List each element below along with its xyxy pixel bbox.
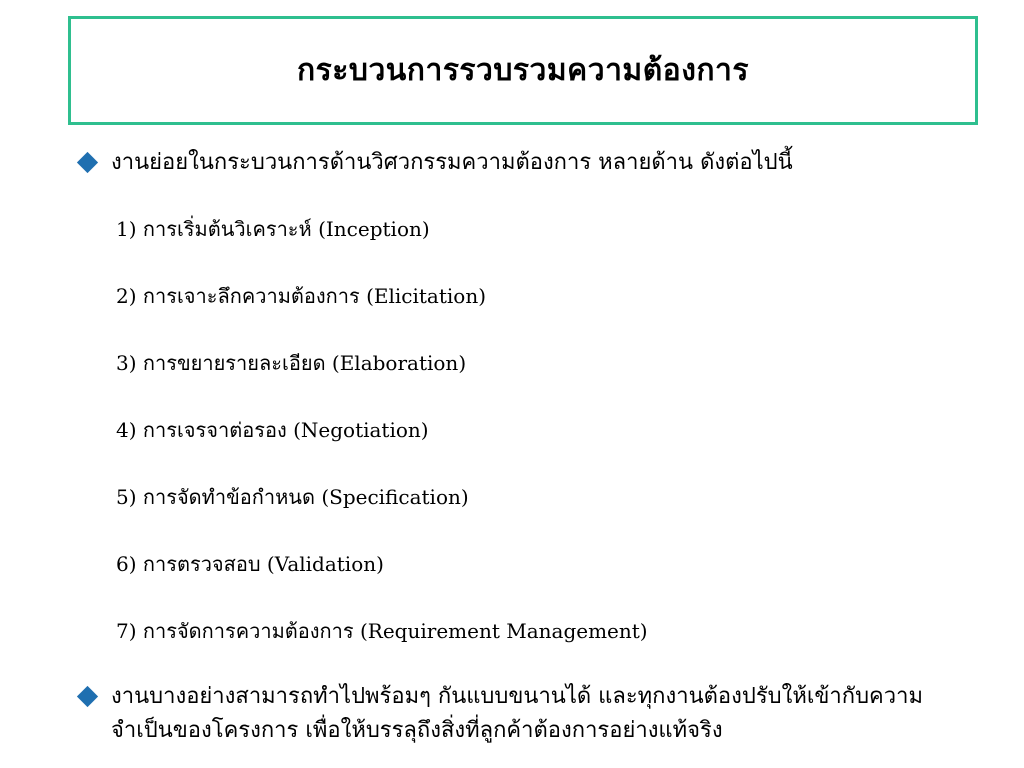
diamond-bullet-icon xyxy=(77,686,98,707)
slide-title: กระบวนการรวบรวมความต้องการ xyxy=(297,53,749,88)
step-item: 6) การตรวจสอบ (Validation) xyxy=(116,552,384,576)
step-item: 2) การเจาะลึกความต้องการ (Elicitation) xyxy=(116,284,486,308)
title-box xyxy=(68,16,978,125)
bullet-item xyxy=(80,680,981,748)
step-item: 4) การเจรจาต่อรอง (Negotiation) xyxy=(116,418,429,442)
step-item: 7) การจัดการความต้องการ (Requirement Management) xyxy=(116,619,648,643)
step-item: 1) การเริ่มต้นวิเคราะห์ (Inception) xyxy=(116,217,430,241)
diamond-bullet-icon xyxy=(77,152,98,173)
step-item: 3) การขยายรายละเอียด (Elaboration) xyxy=(116,351,467,375)
step-item: 5) การจัดทำข้อกำหนด (Specification) xyxy=(116,485,469,509)
bullet-text: งานบางอย่างสามารถทำไปพร้อมๆ กันแบบขนานได้ และทุกงานต้องปรับให้เข้ากับความจำเป็นของโครงการ เพื่อให้บรรลุถึงสิ่งที่ลูกค้าต้องการอย่างแท้จริง xyxy=(111,684,923,743)
bullet-text: งานย่อยในกระบวนการด้านวิศวกรรมความต้องการ หลายด้าน ดังต่อไปนี้ xyxy=(111,150,793,175)
bullet-item xyxy=(80,146,981,180)
